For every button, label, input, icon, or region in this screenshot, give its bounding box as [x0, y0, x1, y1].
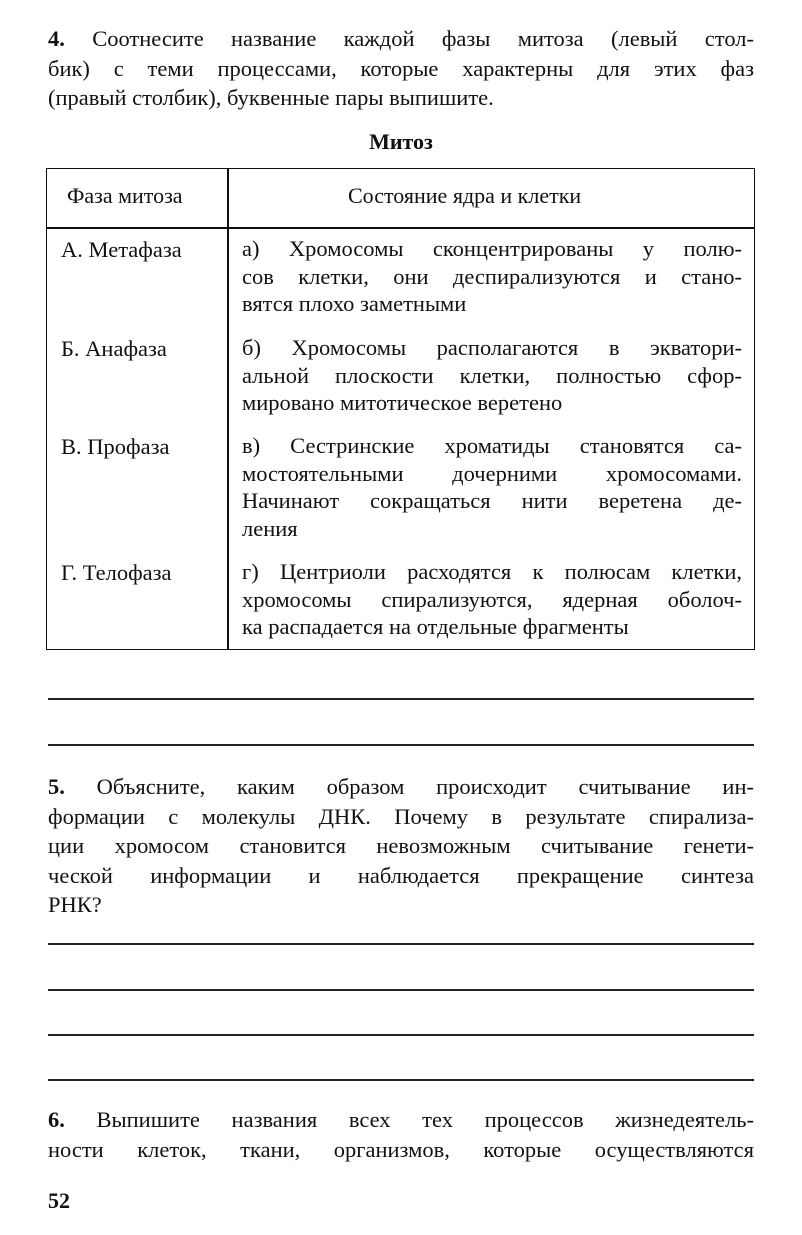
page-number: 52 [48, 1188, 70, 1213]
state-line: мостоятельными дочерними хромосомами. [242, 460, 742, 486]
state-line: г) Центриоли расходятся к полюсам клетки, [242, 559, 742, 584]
phase-d: Г. Телофаза [61, 560, 172, 585]
table-column-divider [227, 169, 229, 649]
task-6-line: ности клеток, ткани, организмов, которые осуществляются [48, 1136, 754, 1162]
task-4-line: (правый столбик), буквенные пары выпишите. [48, 85, 494, 110]
state-line: альной плоскости клетки, полностью сфор- [242, 362, 742, 388]
task-4-line: бик) с теми процессами, которые характерны для этих фаз [48, 55, 754, 81]
state-line: ления [242, 515, 298, 541]
answer-line[interactable] [48, 744, 754, 746]
mitosis-table [46, 168, 755, 650]
task-5-line: РНК? [48, 892, 102, 917]
answer-line[interactable] [48, 1079, 754, 1081]
state-c [242, 432, 742, 542]
state-line: б) Хромосомы располагаются в экватори- [242, 335, 742, 360]
answer-line[interactable] [48, 1034, 754, 1036]
phase-c: В. Профаза [61, 434, 170, 459]
table-header-divider [47, 227, 754, 229]
state-line: сов клетки, они деспирализуются и стано- [242, 263, 742, 289]
state-line: мировано митотическое веретено [242, 390, 563, 415]
task-6-text [48, 1105, 754, 1164]
task-5-number: 5. [48, 774, 65, 799]
task-5-line: формации с молекулы ДНК. Почему в результате спирализа- [48, 803, 754, 829]
answer-line[interactable] [48, 698, 754, 700]
state-line: хромосомы спирализуются, ядерная оболоч- [242, 586, 742, 612]
phase-b: Б. Анафаза [61, 336, 167, 361]
header-phase: Фаза митоза [67, 183, 183, 208]
task-5-line: ческой информации и наблюдается прекращение синтеза [48, 862, 754, 888]
state-d [242, 558, 742, 641]
header-state: Состояние ядра и клетки [348, 183, 582, 208]
table-caption: Митоз [369, 129, 433, 154]
state-b [242, 334, 742, 417]
state-line: вятся плохо заметными [242, 291, 467, 316]
task-4-line: 4. Соотнесите название каждой фазы митоза (левый стол- [48, 26, 754, 51]
task-5-line: 5. Объясните, каким образом происходит считывание ин- [48, 774, 755, 799]
task-5-text [48, 772, 754, 920]
state-line: Начинают сокращаться нити веретена де- [242, 488, 742, 513]
answer-line[interactable] [48, 989, 754, 991]
task-4-text [48, 24, 754, 113]
task-6-line: 6. Выпишите названия всех тех процессов жизнедеятель- [48, 1107, 754, 1132]
task-5-line: ции хромосом становится невозможным считывание генети- [48, 833, 754, 858]
task-6-number: 6. [48, 1107, 65, 1132]
state-line: ка распадается на отдельные фрагменты [242, 614, 629, 639]
state-line: в) Сестринские хроматиды становятся са- [242, 433, 742, 458]
answer-line[interactable] [48, 943, 754, 945]
state-line: а) Хромосомы сконцентрированы у полю- [242, 236, 742, 261]
task-4-number: 4. [48, 26, 65, 51]
state-a [242, 235, 742, 318]
phase-a: А. Метафаза [61, 237, 182, 262]
